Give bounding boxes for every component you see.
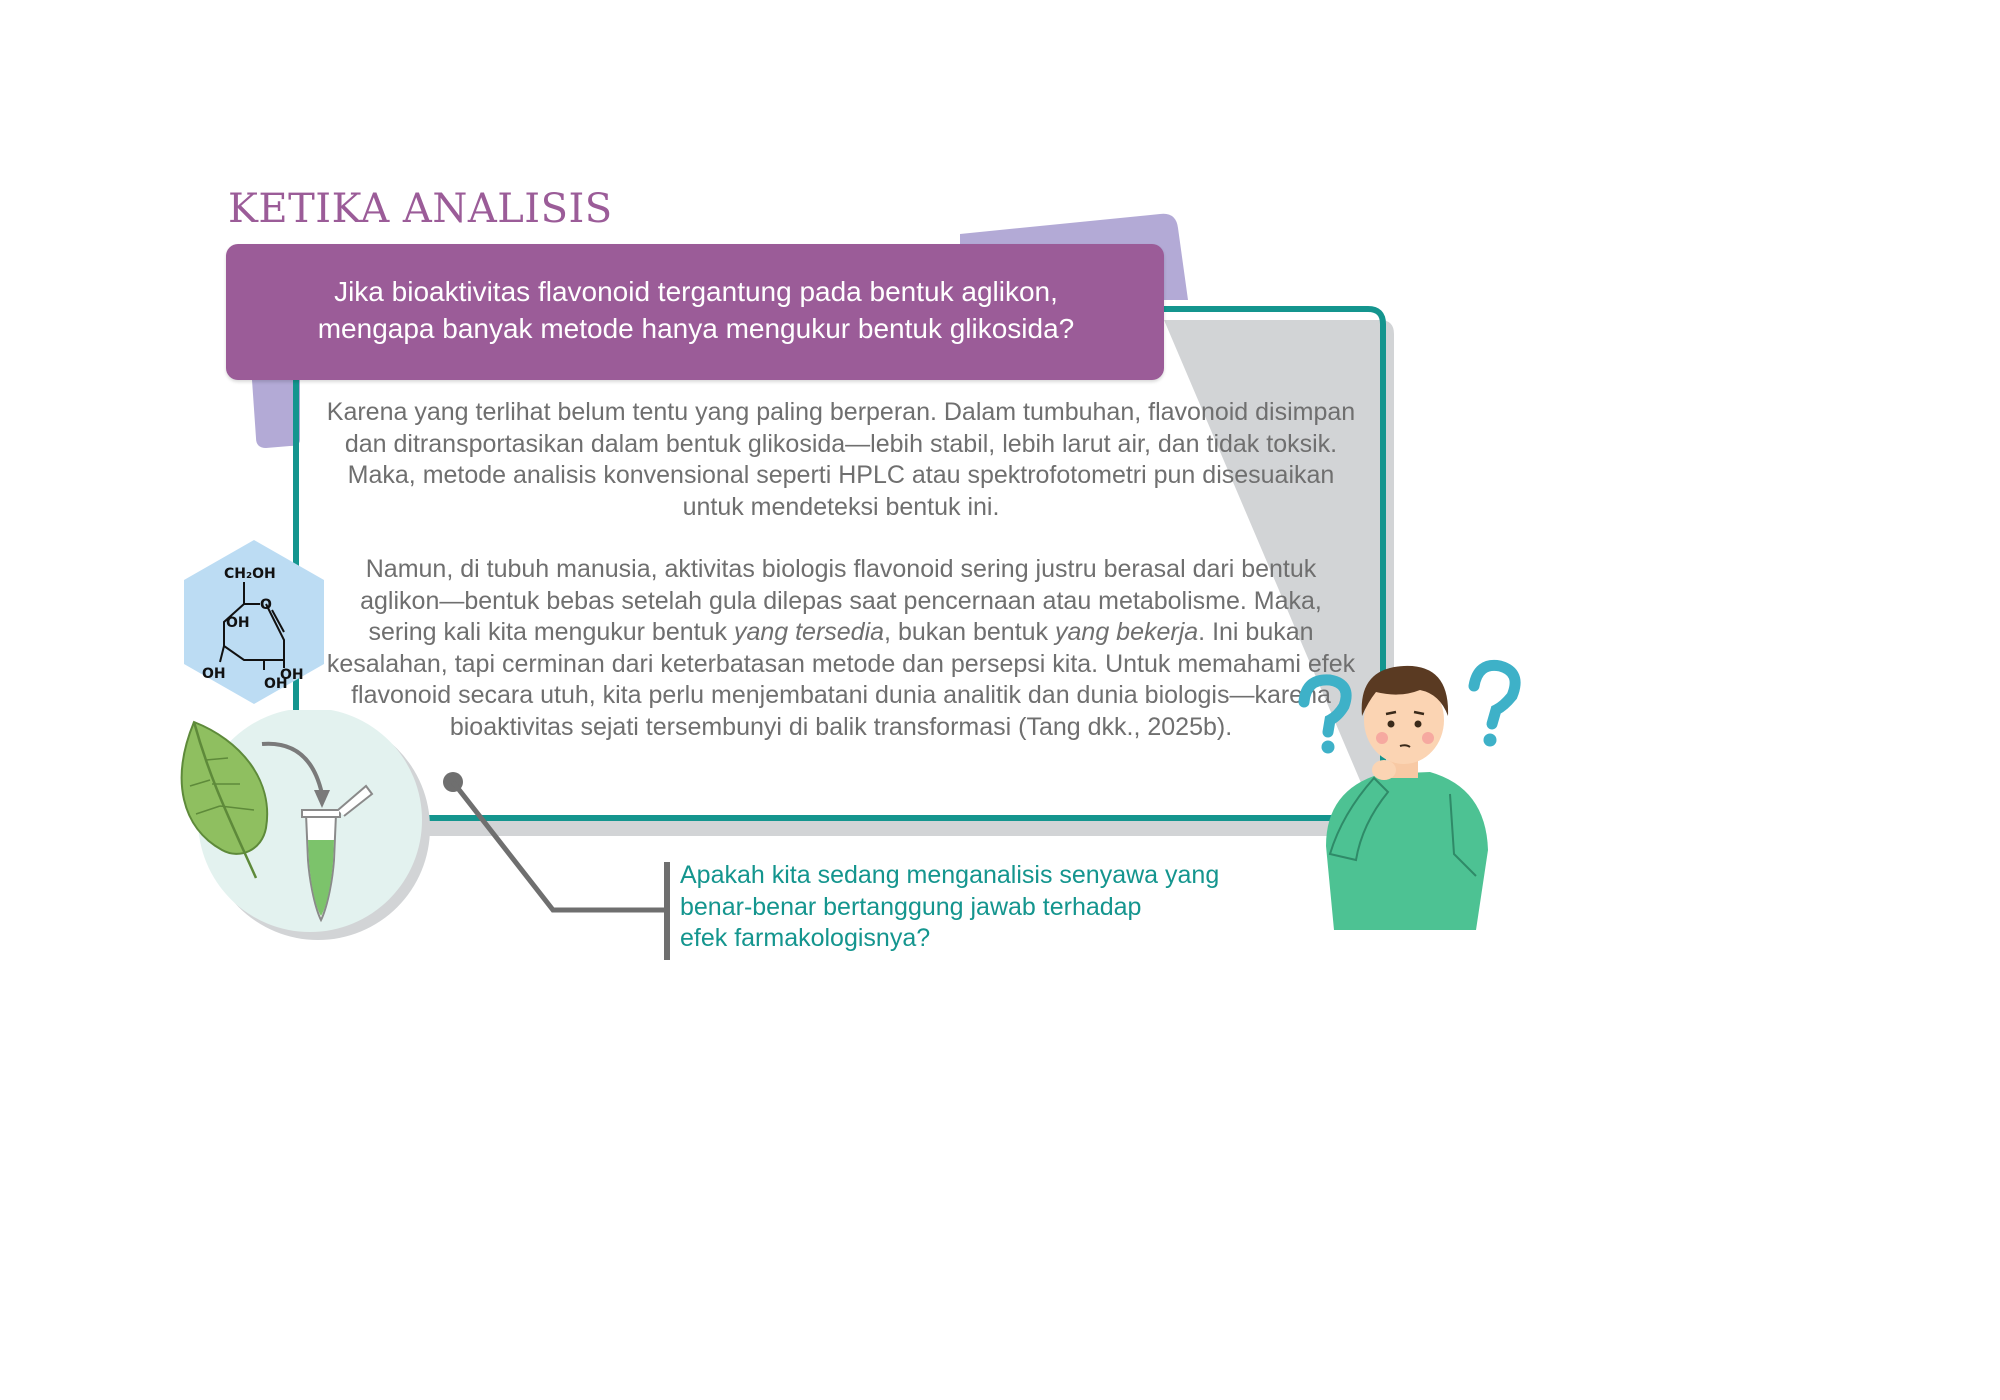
callout-line-2: benar-benar bertanggung jawab terhadap — [680, 892, 1142, 921]
paragraph-2-text: . Ini bukan kesalahan, tapi cerminan dari keterbatasan metode dan persepsi kita. Untuk memahami efek flavonoid secara utuh, kita perlu menjembatani dunia analitik dan dunia biologis—karena bioaktivitas sejati tersembunyi di balik transformasi (Tang dkk., 2025b). — [326, 618, 1356, 741]
callout-connector-line — [453, 782, 667, 910]
paragraph-1: Karena yang terlihat belum tentu yang paling berperan. Dalam tumbuhan, flavonoid disimpan dan ditransportasikan dalam bentuk glikosida—lebih stabil, lebih larut air, dan tidak toksik. Maka, metode analisis konvensional seperti HPLC atau spektrofotometri pun disesuaikan untuk mendeteksi bentuk ini. — [326, 398, 1356, 521]
emphasis-working: yang bekerja — [1055, 618, 1199, 646]
section-title: KETIKA ANALISIS — [228, 186, 613, 232]
ring-oxygen-label: O — [260, 597, 272, 613]
oh-label-4: OH — [280, 667, 304, 683]
question-line-2: mengapa banyak metode hanya mengukur bentuk glikosida? — [317, 313, 1075, 344]
leaf-to-tube-illustration — [170, 710, 440, 950]
oh-label-1: OH — [226, 615, 250, 631]
oh-label-2: OH — [202, 666, 226, 682]
lavender-back-plate-left — [252, 380, 300, 448]
glucose-molecule-icon — [180, 536, 328, 708]
paragraph-2-text: Namun, di tubuh manusia, aktivitas biologis flavonoid sering justru berasal dari bentuk aglikon—bentuk bebas setelah gula dilepas saat pencernaan atau metabolisme. Maka, sering kali kita mengukur bentuk — [360, 555, 1322, 646]
callout-line-3: efek farmakologisnya? — [680, 924, 931, 952]
callout-line-1: Apakah kita sedang menganalisis senyawa yang — [680, 861, 1220, 889]
ch2oh-label: CH₂OH — [224, 566, 276, 582]
question-mark-icon — [1304, 680, 1346, 754]
paragraph-2 — [326, 554, 1356, 743]
emphasis-available: yang tersedia — [733, 618, 885, 646]
callout-question — [680, 860, 1300, 955]
body-text — [326, 397, 1356, 743]
oh-label-3: OH — [264, 676, 288, 692]
question-text — [262, 273, 1130, 347]
question-mark-icon — [1474, 665, 1515, 746]
question-line-1: Jika bioaktivitas flavonoid tergantung pada bentuk aglikon, — [334, 276, 1058, 307]
paragraph-2-text: , bukan bentuk — [884, 618, 1056, 646]
thinking-person-icon — [1290, 654, 1550, 930]
